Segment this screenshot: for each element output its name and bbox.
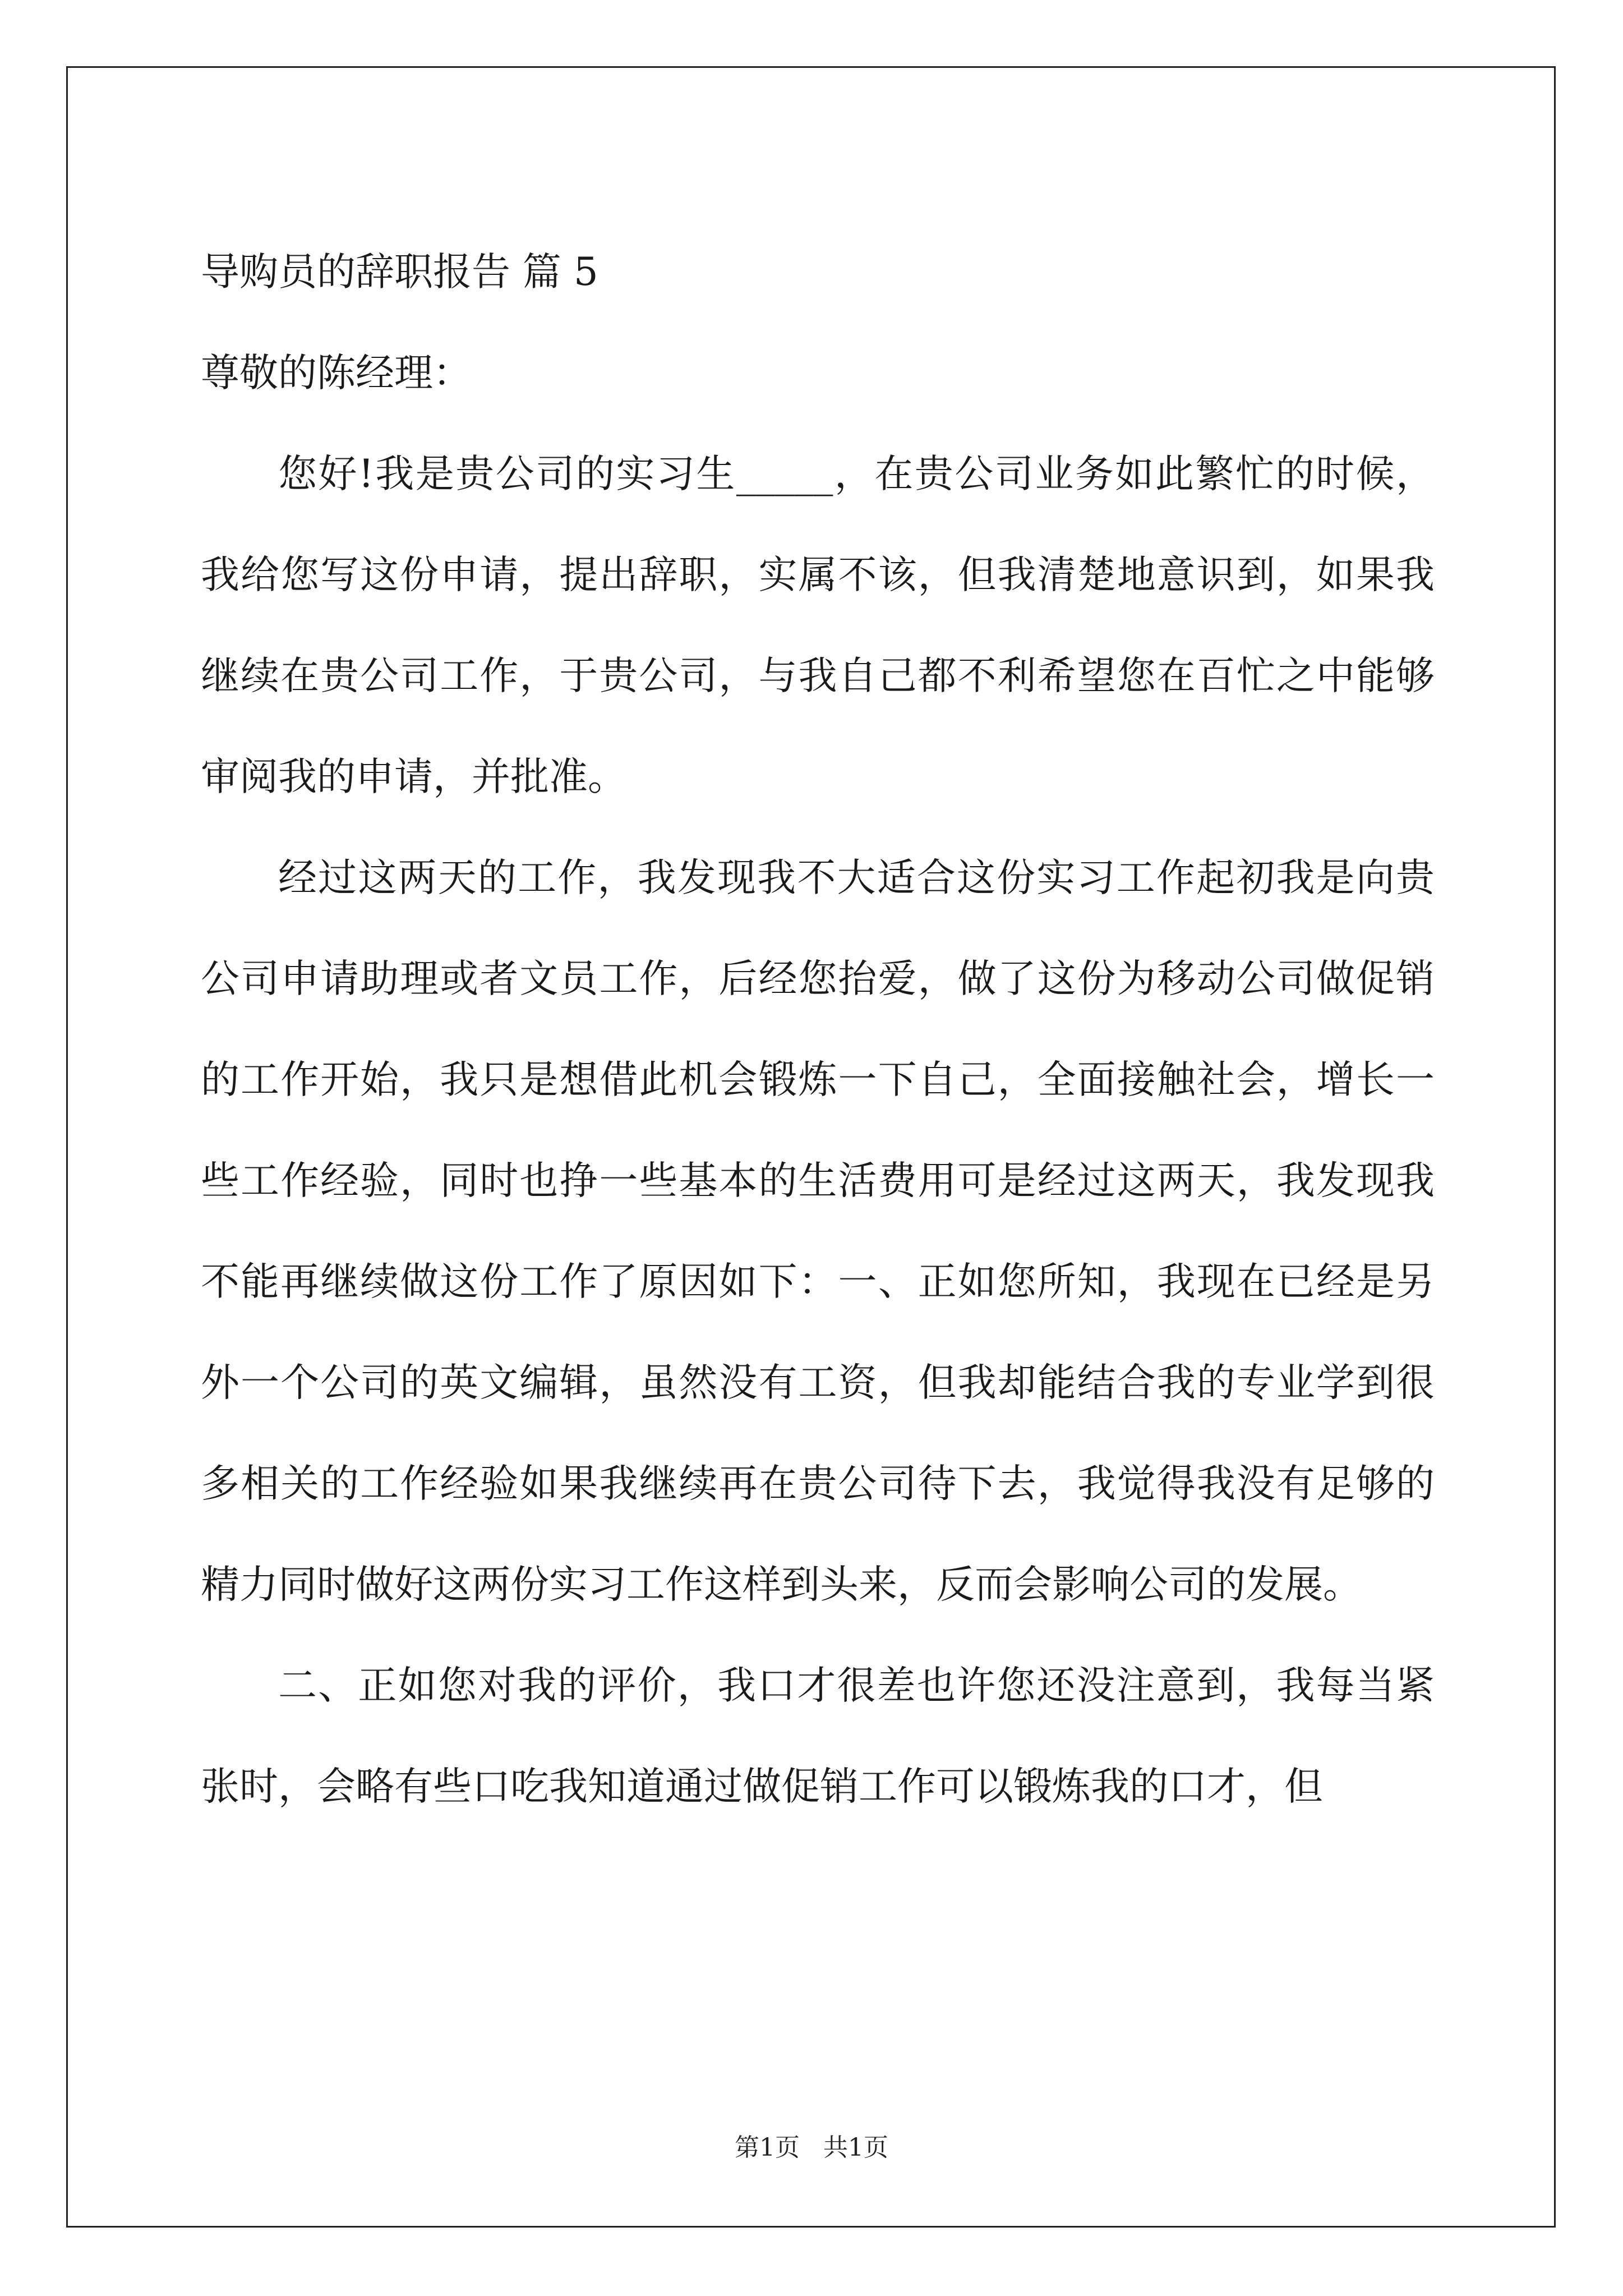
paragraph-2: 经过这两天的工作，我发现我不大适合这份实习工作起初我是向贵公司申请助理或者文员工作，后经您抬爱，做了这份为移动公司做促销的工作开始，我只是想借此机会锻炼一下自己，全面接触社会，增长一些工作经验，同时也挣一些基本的生活费用可是经过这两天，我发现我不能再继续做这份工作了原因如下：一、正如您所知，我现在已经是另外一个公司的英文编辑，虽然没有工资，但我却能结合我的专业学到很多相关的工作经验如果我继续再在贵公司待下去，我觉得我没有足够的精力同时做好这两份实习工作这样到头来，反而会影响公司的发展。 [201,855,1435,1607]
document-title: 导购员的辞职报告 篇 5 [201,250,598,295]
paragraph-1: 您好!我是贵公司的实习生_____，在贵公司业务如此繁忙的时候，我给您写这份申请，提出辞职，实属不该，但我清楚地意识到，如果我继续在贵公司工作，于贵公司，与我自己都不利希望您在百忙之中能够审阅我的申请，并批准。 [201,452,1435,799]
page-footer: 第1页 共1页 [735,2133,888,2162]
document-body [201,222,1435,1837]
paragraph-3: 二、正如您对我的评价，我口才很差也许您还没注意到，我每当紧张时，会略有些口吃我知道通过做促销工作可以锻炼我的口才，但 [201,1663,1435,1809]
salutation: 尊敬的陈经理： [201,351,472,395]
